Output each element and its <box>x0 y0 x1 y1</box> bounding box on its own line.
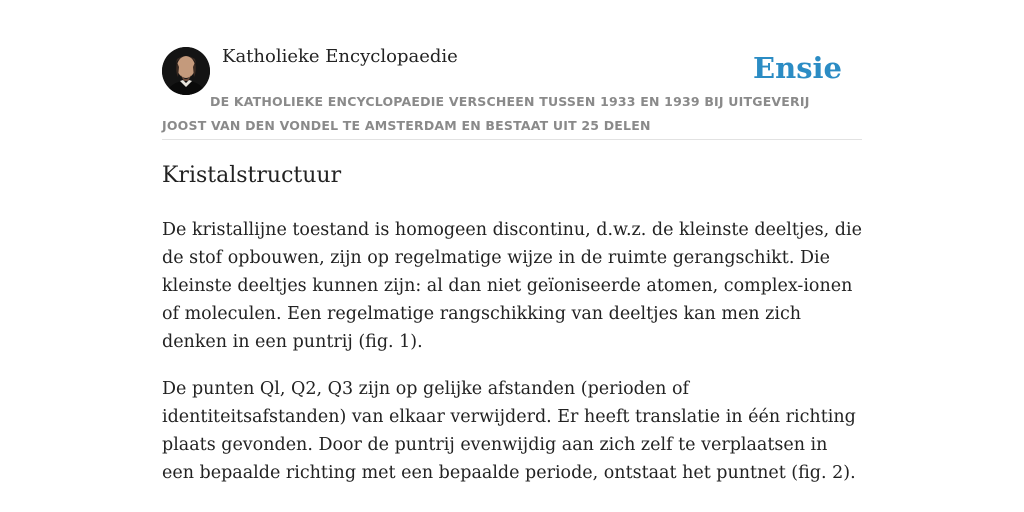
article-body <box>162 216 862 506</box>
article-title: Kristalstructuur <box>162 163 342 188</box>
header-divider <box>162 139 862 140</box>
site-tagline: DE KATHOLIEKE ENCYCLOPAEDIE VERSCHEEN TUSSEN 1933 EN 1939 BIJ UITGEVERIJ JOOST VAN DEN VONDEL TE AMSTERDAM EN BESTAAT UIT 25 DELEN <box>162 94 810 133</box>
site-title[interactable]: Katholieke Encyclopaedie <box>222 46 458 67</box>
brand-logo[interactable]: Ensie <box>753 51 842 85</box>
article-paragraph: De kristallijne toestand is homogeen discontinu, d.w.z. de kleinste deeltjes, die de stof opbouwen, zijn op regelmatige wijze in de ruimte gerangschikt. Die kleinste deeltjes kunnen zijn: al dan niet geïoniseerde atomen, complex-ionen of moleculen. Een regelmatige rangschikking van deeltjes kan men zich denken in een puntrij (fig. 1). <box>162 220 862 352</box>
article-paragraph: De punten Ql, Q2, Q3 zijn op gelijke afstanden (perioden of identiteitsafstanden) van elkaar verwijderd. Er heeft translatie in één richting plaats gevonden. Door de puntrij evenwijdig aan zich zelf te verplaatsen in een bepaalde richting met een bepaalde periode, ontstaat het puntnet (fig. 2). <box>162 379 856 483</box>
portrait-avatar-icon[interactable] <box>162 47 210 95</box>
